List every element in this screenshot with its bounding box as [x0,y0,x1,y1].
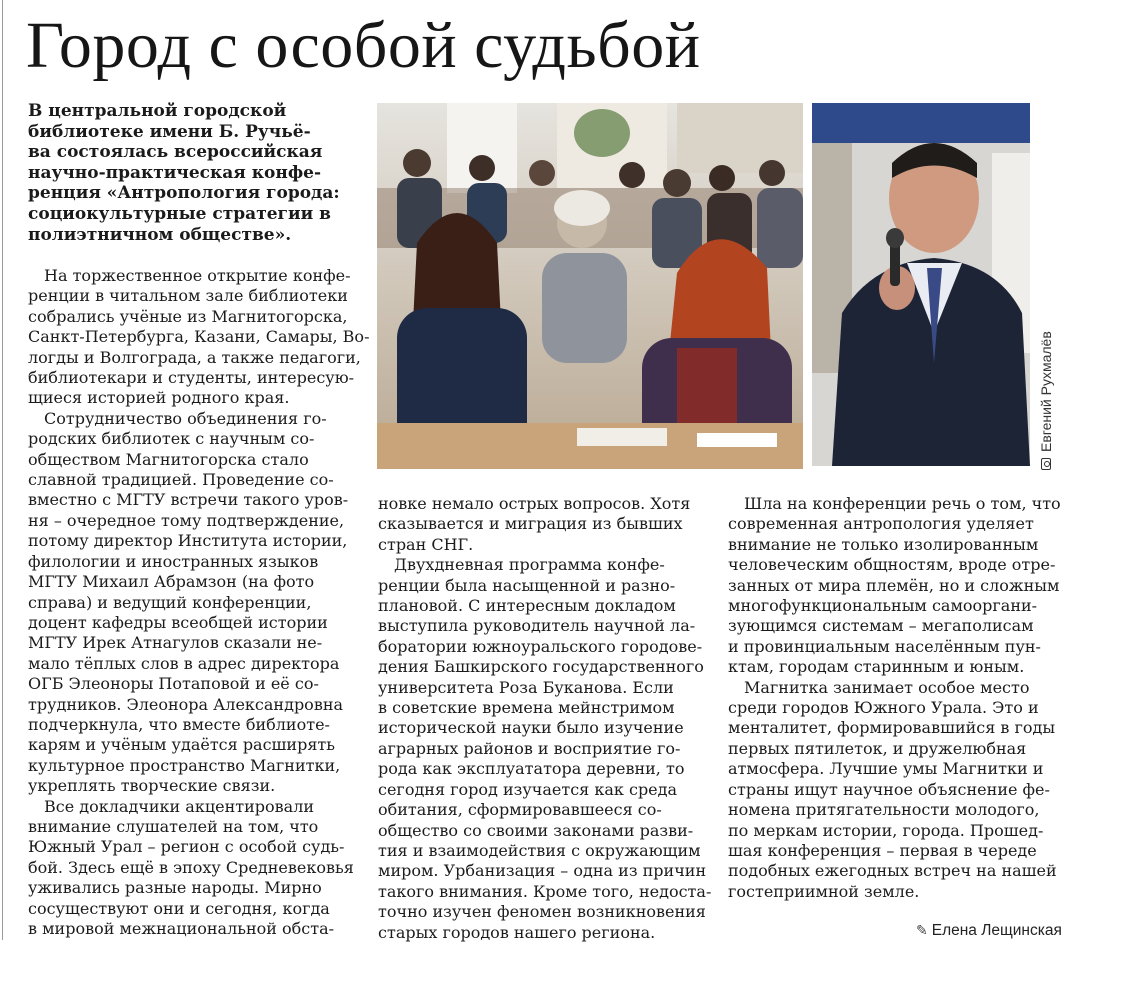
text-line: щиеся историей родного края. [28,388,290,408]
text-line: сосуществуют они и сегодня, когда [28,898,330,918]
text-line: зующимся системам – мегаполисам [728,616,1034,636]
text-line: атмосфера. Лучшие умы Магнитки и [728,759,1044,779]
text-line: шая конференция – первая в череде [728,840,1037,860]
text-line: в мировой межнациональной обста- [28,919,335,938]
pen-icon: ✎ [916,923,928,939]
text-column-2 [378,494,712,943]
text-line: номена притягательности молодого, [728,800,1040,820]
text-line: сегодня город изучается как среда [378,779,678,799]
text-line: в советские времена мейнстримом [378,698,675,718]
text-line: такого внимания. Кроме того, недоста- [378,881,712,901]
page-left-rule [2,0,3,940]
text-line: первых пятилеток, и дружелюбная [728,738,1027,758]
text-line: Шла на конференции речь о том, что [744,494,1061,513]
text-line: трудников. Элеонора Александровна [28,694,344,714]
article-headline: Город с особой судьбой [26,9,701,82]
text-line: точно изучен феномен возникновения [378,902,706,922]
text-column-1 [28,266,370,939]
photo-audience [377,103,803,469]
text-line: славной традицией. Проведение со- [28,470,334,490]
photo-credit-text: Евгений Рухмалёв [1038,331,1054,452]
text-line: человеческим общностям, вроде отре- [728,555,1056,575]
text-line: ктам, городам старинным и юным. [728,657,1025,677]
text-line: среди городов Южного Урала. Это и [728,698,1039,718]
text-line: МГТУ Ирек Атнагулов сказали не- [28,633,323,653]
text-line: дения Башкирского государственного [378,657,704,677]
text-line: внимание слушателей на том, что [28,816,319,836]
text-line: филологии и иностранных языков [28,551,319,571]
text-line: современная антропология уделяет [728,514,1034,534]
text-line: миром. Урбанизация – одна из причин [378,861,707,881]
text-line: мало тёплых слов в адрес директора [28,653,340,673]
text-line: подобных ежегодных встреч на нашей [728,861,1057,881]
text-line: Магнитка занимает особое место [744,677,1030,697]
text-line: сказывается и миграция из бывших [378,514,683,534]
text-line: исторической науки было изучение [378,718,684,738]
text-line: родских библиотек с научным со- [28,429,315,449]
text-line: менталитет, формировавшийся в годы [728,718,1056,738]
text-line: ня – очередное тому подтверждение, [28,510,345,530]
text-line: ренции в читальном зале библиотеки [28,286,348,306]
author-name: Елена Лещинская [931,922,1062,939]
text-line: ренции была насыщенной и разно- [378,575,676,595]
text-line: многофункциональным самооргани- [728,596,1038,616]
text-line: страны ищут научное объяснение фе- [728,779,1050,799]
text-line: библиотекари и студенты, интересую- [28,368,355,388]
text-line: Двухдневная программа конфе- [394,555,665,575]
text-line: карям и учёным удаётся расширять [28,735,335,755]
text-line: тия и взаимодействия с окружающим [378,840,701,860]
text-line: На торжественное открытие конфе- [44,266,351,285]
lead-line: ва состоялась всероссийская [28,142,323,163]
text-line: обществом Магнитогорска стало [28,449,309,469]
text-line: уживались разные народы. Мирно [28,878,322,898]
text-line: МГТУ Михаил Абрамзон (на фото [28,572,315,592]
text-line: внимание не только изолированным [728,534,1039,554]
text-column-3 [728,494,1061,902]
text-line: доцент кафедры всеобщей истории [28,612,328,632]
text-line: рода как эксплуататора деревни, то [378,759,685,779]
text-line: Санкт-Петербурга, Казани, Самары, Во- [28,327,370,347]
text-line: стран СНГ. [378,534,474,554]
text-line: подчеркнула, что вместе библиоте- [28,714,330,734]
text-line: гостеприимной земле. [728,881,920,901]
text-line: ОГБ Элеоноры Потаповой и её со- [28,674,319,694]
lead-line: В центральной городской [28,101,287,121]
text-line: боратории южноуральского городове- [378,636,703,656]
text-line: по меркам истории, города. Прошед- [728,820,1044,840]
article-lead [28,101,358,245]
text-line: Южный Урал – регион с особой судь- [28,837,345,857]
text-line: университета Роза Буканова. Если [378,677,674,697]
text-line: новке немало острых вопросов. Хотя [378,494,691,513]
text-line: плановой. С интересным докладом [378,596,676,616]
photo-credit [1036,170,1056,470]
photo-speaker [812,103,1030,466]
text-line: логды и Волгограда, а также педагоги, [28,347,361,367]
text-line: Все докладчики акцентировали [44,796,315,816]
text-line: собрались учёные из Магнитогорска, [28,306,348,326]
text-line: бой. Здесь ещё в эпоху Средневековья [28,857,354,877]
camera-icon [1041,458,1051,470]
text-line: справа) и ведущий конференции, [28,592,312,612]
lead-line: научно-практическая конфе- [28,162,322,183]
text-line: вместно с МГТУ встречи такого уров- [28,490,349,510]
article-author [916,920,1062,942]
text-line: потому директор Института истории, [28,531,348,551]
lead-line: библиотеке имени Б. Ручьё- [28,121,311,142]
text-line: общество со своими законами разви- [378,820,694,840]
text-line: укреплять творческие связи. [28,776,276,796]
text-line: аграрных районов и восприятие го- [378,738,681,758]
text-line: и провинциальным населённым пун- [728,636,1041,656]
lead-line: социокультурные стратегии в [28,203,331,224]
text-line: обитания, сформировавшееся со- [378,800,662,820]
lead-line: ренция «Антропология города: [28,183,340,204]
text-line: Сотрудничество объединения го- [44,408,327,428]
text-line: старых городов нашего региона. [378,922,656,942]
lead-line: полиэтничном обществе». [28,224,292,245]
text-line: занных от мира племён, но и сложным [728,575,1060,595]
text-line: выступила руководитель научной ла- [378,616,696,636]
text-line: культурное пространство Магнитки, [28,755,341,775]
